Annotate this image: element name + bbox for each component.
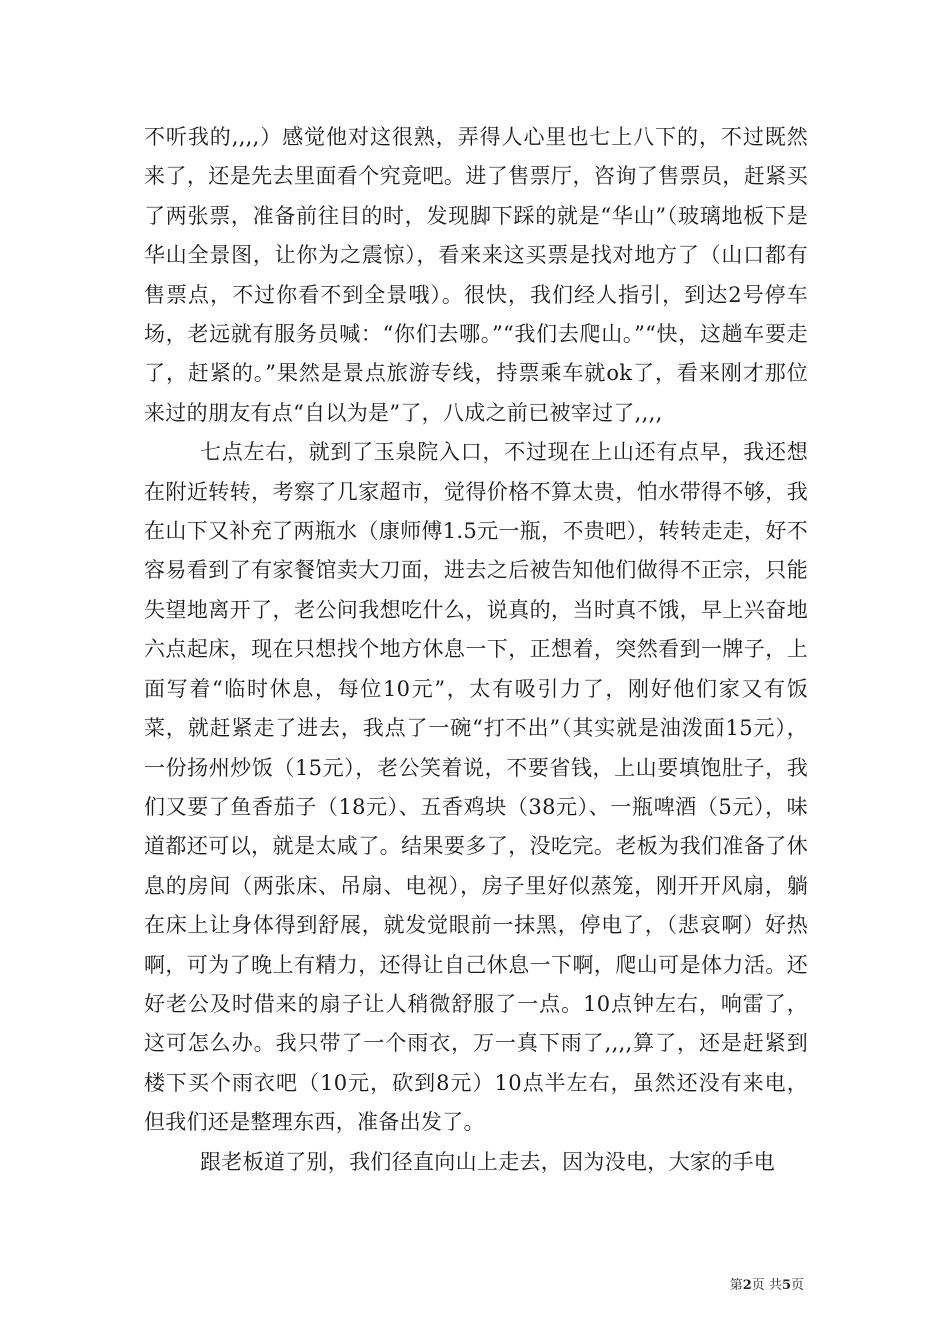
page-footer: [730, 1278, 804, 1294]
body-text: [144, 118, 808, 1182]
total-page-count: 5: [781, 1278, 791, 1293]
paragraph-1: 不听我的,,,,）感觉他对这很熟，弄得人心里也七上八下的，不过既然来了，还是先去里面看个究竟吧。进了售票厅，咨询了售票员，赶紧买了两张票，准备前往目的时，发现脚下踩的就是“华山”（玻璃地板下是华山全景图，让你为之震惊），看来来这买票是找对地方了（山口都有售票点，不过你看不到全景哦）。很快，我们经人指引，到达2号停车场，老远就有服务员喊：“你们去哪。”“我们去爬山。”“快，这趟车要走了，赶紧的。”果然是景点旅游专线，持票乘车就ok了，看来刚才那位来过的朋友有点“自以为是”了，八成之前已被宰过了,,,,: [144, 125, 808, 425]
paragraph-2: 七点左右，就到了玉泉院入口，不过现在上山还有点早，我还想在附近转转，考察了几家超市，觉得价格不算太贵，怕水带得不够，我在山下又补充了两瓶水（康师傅1.5元一瓶，不贵吧），转转走走，好不容易看到了有家餐馆卖大刀面，进去之后被告知他们做得不正宗，只能失望地离开了，老公问我想吃什么，说真的，当时真不饿，早上兴奋地六点起床，现在只想找个地方休息一下，正想着，突然看到一牌子，上面写着“临时休息，每位10元”，太有吸引力了，刚好他们家又有饭菜，就赶紧走了进去，我点了一碗“打不出”（其实就是油泼面15元），一份扬州炒饭（15元），老公笑着说，不要省钱，上山要填饱肚子，我们又要了鱼香茄子（18元）、五香鸡块（38元）、一瓶啤酒（5元），味道都还可以，就是太咸了。结果要多了，没吃完。老板为我们准备了休息的房间（两张床、吊扇、电视），房子里好似蒸笼，刚开开风扇，躺在床上让身体得到舒展，就发觉眼前一抹黑，停电了，（悲哀啊）好热啊，可为了晚上有精力，还得让自己休息一下啊，爬山可是体力活。还好老公及时借来的扇子让人稍微舒服了一点。10点钟左右，响雷了，这可怎么办。我只带了一个雨衣，万一真下雨了,,,,算了，还是赶紧到楼下买个雨衣吧（10元，砍到8元）10点半左右，虽然还没有来电，但我们还是整理东西，准备出发了。: [144, 440, 808, 1135]
footer-suffix: 页: [790, 1278, 804, 1293]
footer-middle: 页 共: [751, 1278, 782, 1293]
paragraph-3: 跟老板道了别，我们径直向山上走去，因为没电，大家的手电: [200, 1149, 776, 1174]
footer-prefix: 第: [729, 1278, 743, 1293]
current-page-number: 2: [742, 1278, 752, 1293]
